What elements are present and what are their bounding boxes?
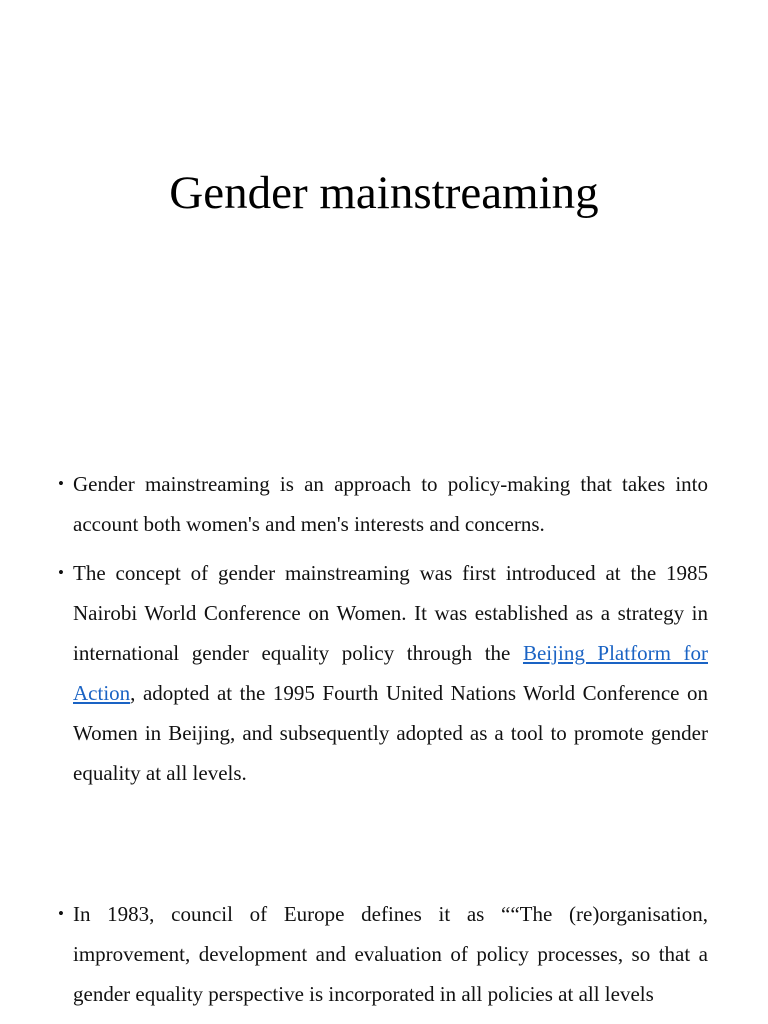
bullet-dot-icon: • — [58, 563, 64, 582]
bullet-dot-icon: • — [58, 904, 64, 923]
bullet-dot-icon: • — [58, 474, 64, 493]
bullet-list — [58, 464, 708, 1014]
bullet-text-before-link: The concept of gender mainstreaming was first introduced at the 1985 Nairobi World Conference on Women. It was established as a strategy in international gender equality policy through the — [73, 561, 708, 665]
bullet-text-after-link: , adopted at the 1995 Fourth United Nations World Conference on Women in Beijing, and subsequently adopted as a tool to promote gender equality at all levels. — [73, 681, 708, 785]
bullet-item-definition — [58, 464, 708, 544]
bullet-item-history — [58, 553, 708, 793]
bullet-text: Gender mainstreaming is an approach to policy-making that takes into account both women's and men's interests and concerns. — [73, 472, 708, 536]
bullet-text: In 1983, council of Europe defines it as ““The (re)organisation, improvement, development and evaluation of policy processes, so that a gender equality perspective is incorporated in all policies at all levels — [73, 902, 708, 1006]
bullet-item-council-of-europe — [58, 894, 708, 1014]
page-title: Gender mainstreaming — [169, 167, 599, 219]
beijing-platform-link[interactable]: Beijing Platform for Action — [73, 641, 708, 705]
